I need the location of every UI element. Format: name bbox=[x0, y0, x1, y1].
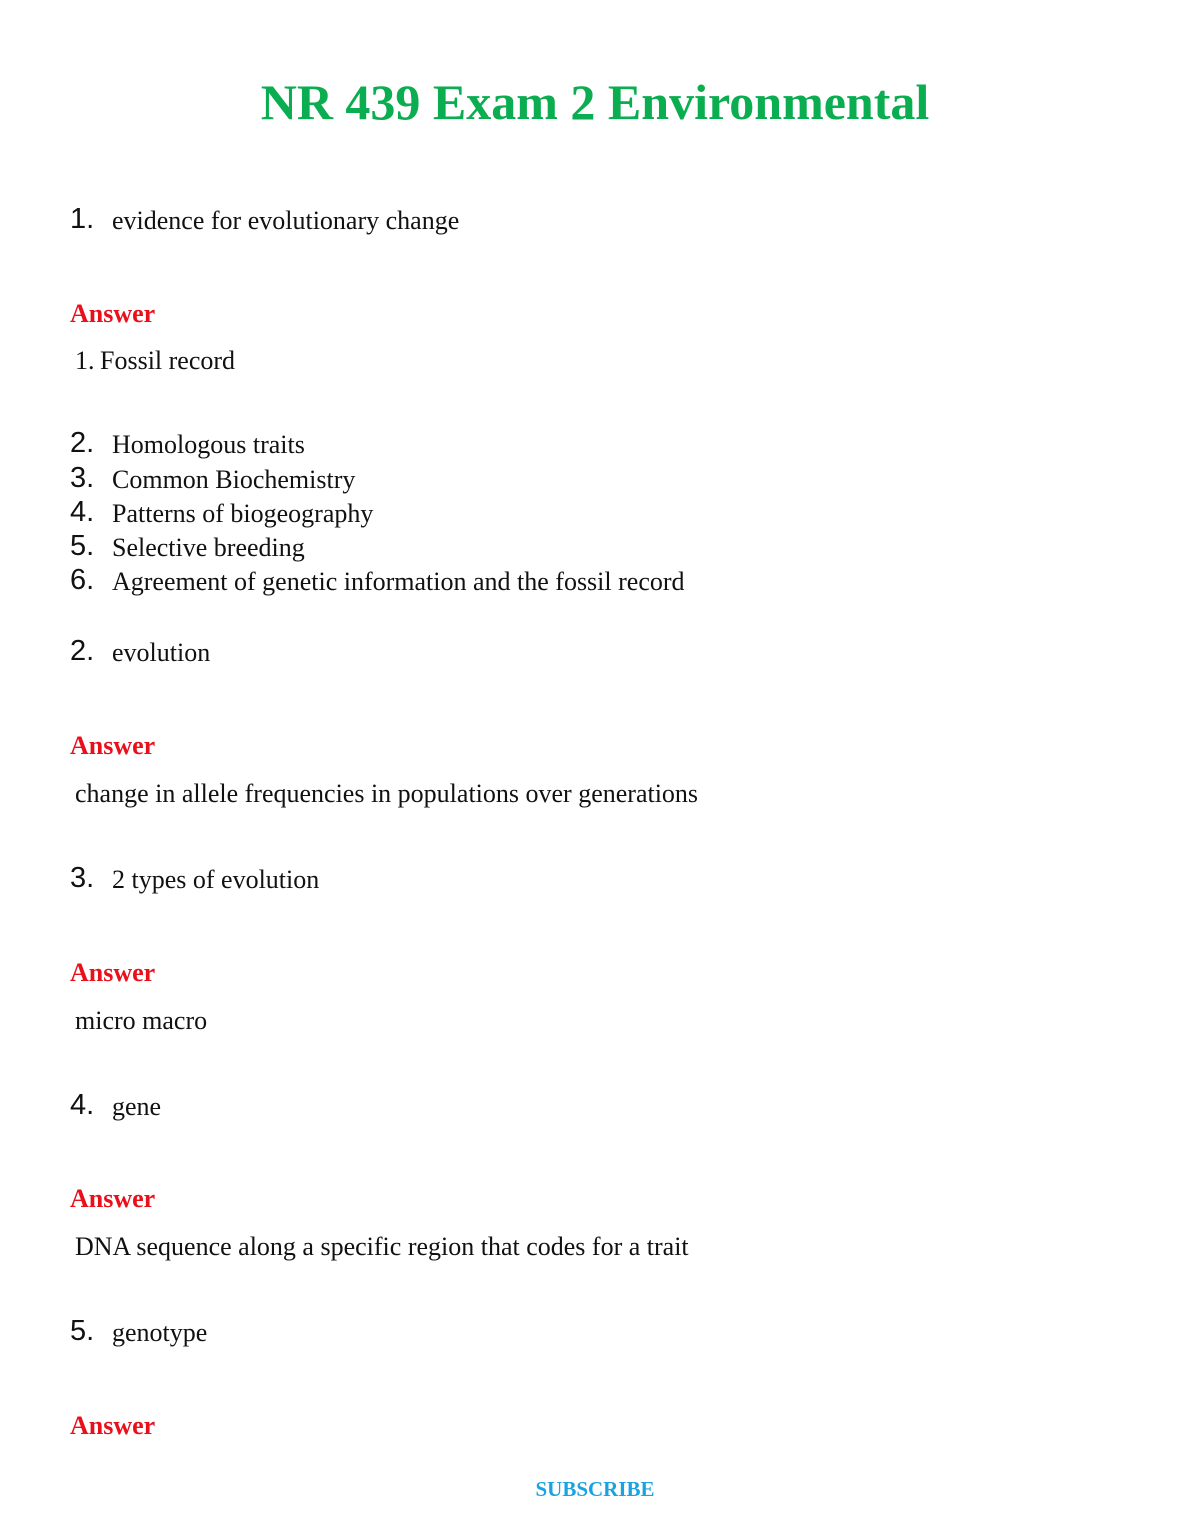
answer-list-text: Selective breeding bbox=[112, 533, 305, 562]
answer-list-number: 2. bbox=[70, 427, 95, 459]
page-title: NR 439 Exam 2 Environmental bbox=[260, 74, 930, 130]
answer-list-number: 6. bbox=[70, 564, 95, 596]
answer-list-text: Fossil record bbox=[100, 346, 236, 375]
answer-label: Answer bbox=[70, 1411, 156, 1440]
answer-text: DNA sequence along a specific region that codes for a trait bbox=[75, 1232, 689, 1261]
answer-text: change in allele frequencies in populations over generations bbox=[75, 779, 699, 808]
question-text: evidence for evolutionary change bbox=[112, 206, 460, 235]
question-text: gene bbox=[112, 1092, 162, 1121]
answer-label: Answer bbox=[70, 299, 156, 328]
question-text: genotype bbox=[112, 1318, 208, 1347]
question-text: evolution bbox=[112, 638, 211, 667]
answer-list-number: 5. bbox=[70, 530, 95, 562]
question-text: 2 types of evolution bbox=[112, 865, 320, 894]
subscribe-link[interactable]: SUBSCRIBE bbox=[535, 1477, 655, 1501]
question-number: 4. bbox=[70, 1089, 95, 1121]
question-number: 1. bbox=[70, 203, 95, 235]
answer-label: Answer bbox=[70, 958, 156, 987]
answer-list-text: Homologous traits bbox=[112, 430, 305, 459]
answer-list-number: 1. bbox=[75, 346, 95, 375]
answer-list-number: 3. bbox=[70, 462, 95, 494]
answer-list-text: Agreement of genetic information and the fossil record bbox=[112, 567, 685, 596]
answer-text: micro macro bbox=[75, 1006, 208, 1035]
answer-label: Answer bbox=[70, 731, 156, 760]
question-number: 2. bbox=[70, 635, 95, 667]
answer-list-number: 4. bbox=[70, 496, 95, 528]
question-number: 3. bbox=[70, 862, 95, 894]
answer-list-text: Common Biochemistry bbox=[112, 465, 356, 494]
question-number: 5. bbox=[70, 1315, 95, 1347]
answer-list-text: Patterns of biogeography bbox=[112, 499, 374, 528]
answer-label: Answer bbox=[70, 1184, 156, 1213]
